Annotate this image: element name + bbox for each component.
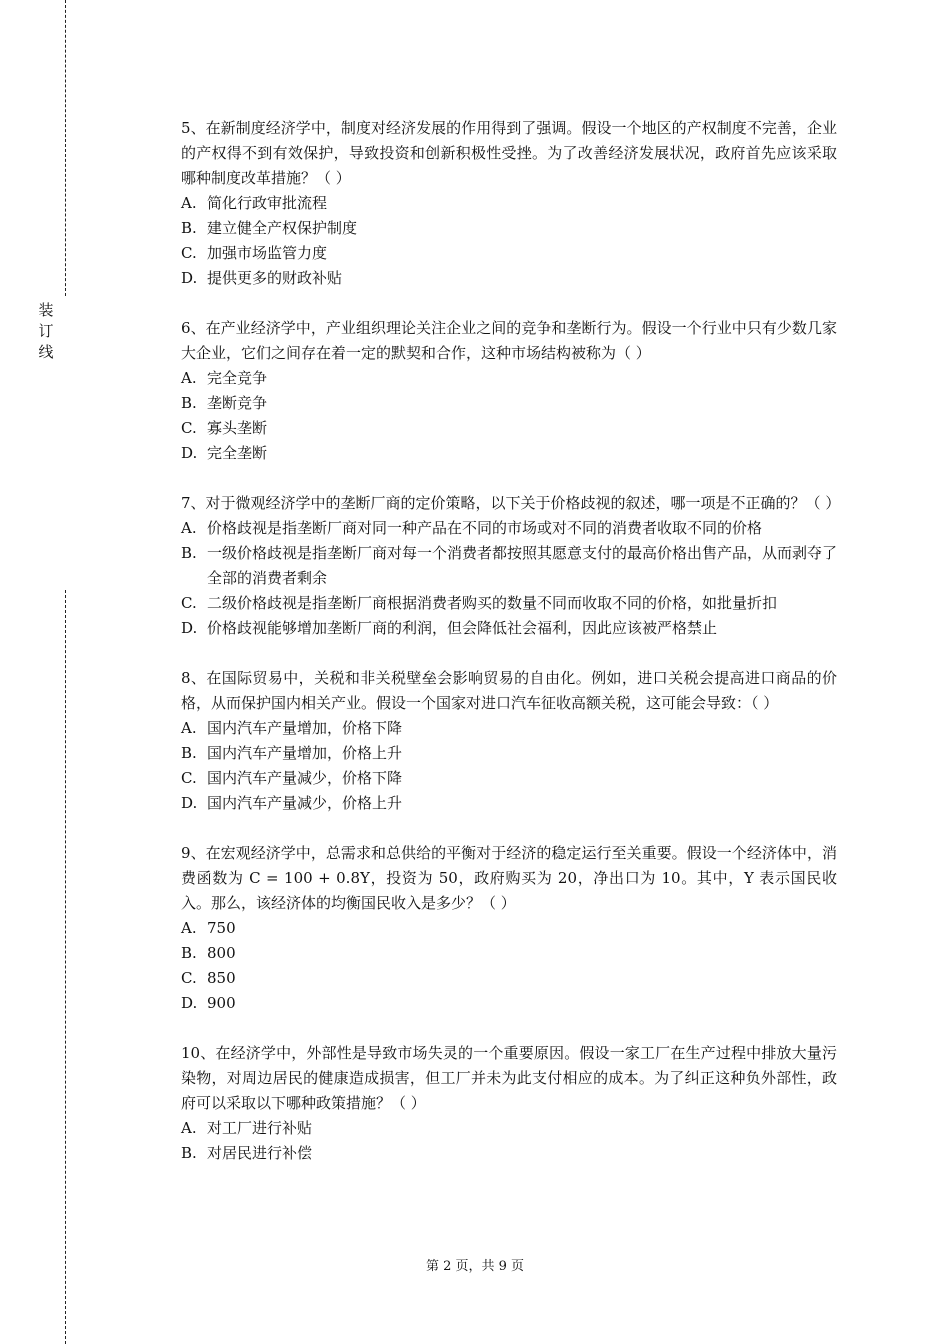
option-letter: C. bbox=[181, 969, 197, 987]
binding-dashed-line-bottom bbox=[65, 590, 66, 1344]
option-letter: D. bbox=[181, 794, 198, 812]
binding-dashed-line-top bbox=[65, 0, 66, 296]
option-text: 国内汽车产量减少，价格上升 bbox=[207, 794, 403, 812]
option-text: 国内汽车产量增加，价格上升 bbox=[207, 744, 403, 762]
option-letter: A. bbox=[181, 194, 197, 212]
question-block bbox=[181, 316, 837, 466]
answer-option bbox=[181, 366, 837, 391]
answer-option bbox=[181, 616, 837, 641]
option-letter: D. bbox=[181, 994, 198, 1012]
option-text: 对工厂进行补贴 bbox=[207, 1119, 313, 1137]
question-block bbox=[181, 666, 837, 816]
option-letter: D. bbox=[181, 444, 198, 462]
option-letter: A. bbox=[181, 519, 197, 537]
answer-option bbox=[181, 391, 837, 416]
answer-option bbox=[181, 766, 837, 791]
option-text: 900 bbox=[207, 994, 236, 1012]
option-letter: A. bbox=[181, 1119, 197, 1137]
option-letter: A. bbox=[181, 919, 197, 937]
answer-option bbox=[181, 591, 837, 616]
question-block bbox=[181, 491, 841, 641]
option-text: 完全垄断 bbox=[207, 444, 268, 462]
binding-char: 装 bbox=[38, 301, 54, 319]
answer-option bbox=[181, 516, 837, 541]
question-block bbox=[181, 841, 837, 1016]
answer-option bbox=[181, 216, 837, 241]
option-letter: C. bbox=[181, 769, 197, 787]
question-stem: 7、对于微观经济学中的垄断厂商的定价策略，以下关于价格歧视的叙述，哪一项是不正确的？（ ） bbox=[181, 494, 841, 512]
answer-option bbox=[181, 266, 837, 291]
binding-char: 线 bbox=[38, 343, 54, 361]
option-text: 建立健全产权保护制度 bbox=[207, 219, 358, 237]
option-letter: A. bbox=[181, 369, 197, 387]
option-letter: D. bbox=[181, 619, 198, 637]
answer-option bbox=[181, 191, 837, 216]
option-text: 一级价格歧视是指垄断厂商对每一个消费者都按照其愿意支付的最高价格出售产品，从而剥夺了全部的消费者剩余 bbox=[207, 544, 838, 587]
option-text: 对居民进行补偿 bbox=[207, 1144, 313, 1162]
answer-option bbox=[181, 1116, 837, 1141]
option-text: 价格歧视是指垄断厂商对同一种产品在不同的市场或对不同的消费者收取不同的价格 bbox=[207, 519, 763, 537]
answer-option bbox=[181, 441, 837, 466]
question-stem: 10、在经济学中，外部性是导致市场失灵的一个重要原因。假设一家工厂在生产过程中排放大量污染物，对周边居民的健康造成损害，但工厂并未为此支付相应的成本。为了纠正这种负外部性，政府可以采取以下哪种政策措施？（ ） bbox=[181, 1044, 837, 1112]
answer-option bbox=[181, 991, 837, 1016]
option-text: 850 bbox=[207, 969, 236, 987]
option-text: 800 bbox=[207, 944, 236, 962]
answer-option bbox=[181, 241, 837, 266]
question-stem: 8、在国际贸易中，关税和非关税壁垒会影响贸易的自由化。例如，进口关税会提高进口商品的价格，从而保护国内相关产业。假设一个国家对进口汽车征收高额关税，这可能会导致：（ ） bbox=[181, 669, 837, 712]
binding-char: 订 bbox=[38, 322, 54, 340]
option-text: 垄断竞争 bbox=[207, 394, 268, 412]
option-text: 价格歧视能够增加垄断厂商的利润，但会降低社会福利，因此应该被严格禁止 bbox=[207, 619, 718, 637]
question-stem: 9、在宏观经济学中，总需求和总供给的平衡对于经济的稳定运行至关重要。假设一个经济体中，消费函数为 C = 100 + 0.8Y，投资为 50，政府购买为 20，净出口为 10。其中，Y 表示国民收入。那么，该经济体的均衡国民收入是多少？（ ） bbox=[181, 844, 837, 912]
option-letter: B. bbox=[181, 394, 197, 412]
option-text: 国内汽车产量减少，价格下降 bbox=[207, 769, 403, 787]
option-letter: B. bbox=[181, 944, 197, 962]
page-number: 第 2 页，共 9 页 bbox=[425, 1259, 525, 1274]
option-text: 简化行政审批流程 bbox=[207, 194, 328, 212]
question-stem: 6、在产业经济学中，产业组织理论关注企业之间的竞争和垄断行为。假设一个行业中只有少数几家大企业，它们之间存在着一定的默契和合作，这种市场结构被称为（ ） bbox=[181, 319, 837, 362]
option-text: 国内汽车产量增加，价格下降 bbox=[207, 719, 403, 737]
option-letter: B. bbox=[181, 219, 197, 237]
option-text: 750 bbox=[207, 919, 236, 937]
option-text: 完全竞争 bbox=[207, 369, 268, 387]
option-text: 加强市场监管力度 bbox=[207, 244, 328, 262]
question-block bbox=[181, 1041, 837, 1166]
option-letter: B. bbox=[181, 544, 197, 562]
answer-option bbox=[181, 941, 837, 966]
option-letter: C. bbox=[181, 419, 197, 437]
answer-option bbox=[181, 416, 837, 441]
option-letter: B. bbox=[181, 1144, 197, 1162]
question-block bbox=[181, 116, 837, 291]
option-letter: C. bbox=[181, 594, 197, 612]
answer-option bbox=[181, 791, 837, 816]
answer-option bbox=[181, 966, 837, 991]
question-stem: 5、在新制度经济学中，制度对经济发展的作用得到了强调。假设一个地区的产权制度不完善，企业的产权得不到有效保护，导致投资和创新积极性受挫。为了改善经济发展状况，政府首先应该采取哪种制度改革措施？（ ） bbox=[181, 119, 837, 187]
option-letter: D. bbox=[181, 269, 198, 287]
question-list bbox=[181, 116, 841, 1191]
option-text: 二级价格歧视是指垄断厂商根据消费者购买的数量不同而收取不同的价格，如批量折扣 bbox=[207, 594, 778, 612]
option-letter: B. bbox=[181, 744, 197, 762]
answer-option bbox=[181, 916, 837, 941]
answer-option bbox=[181, 716, 837, 741]
answer-option bbox=[181, 1141, 837, 1166]
binding-label bbox=[36, 300, 56, 363]
answer-option bbox=[181, 741, 837, 766]
option-text: 提供更多的财政补贴 bbox=[207, 269, 343, 287]
option-letter: A. bbox=[181, 719, 197, 737]
option-text: 寡头垄断 bbox=[207, 419, 268, 437]
answer-option bbox=[181, 541, 837, 591]
option-letter: C. bbox=[181, 244, 197, 262]
